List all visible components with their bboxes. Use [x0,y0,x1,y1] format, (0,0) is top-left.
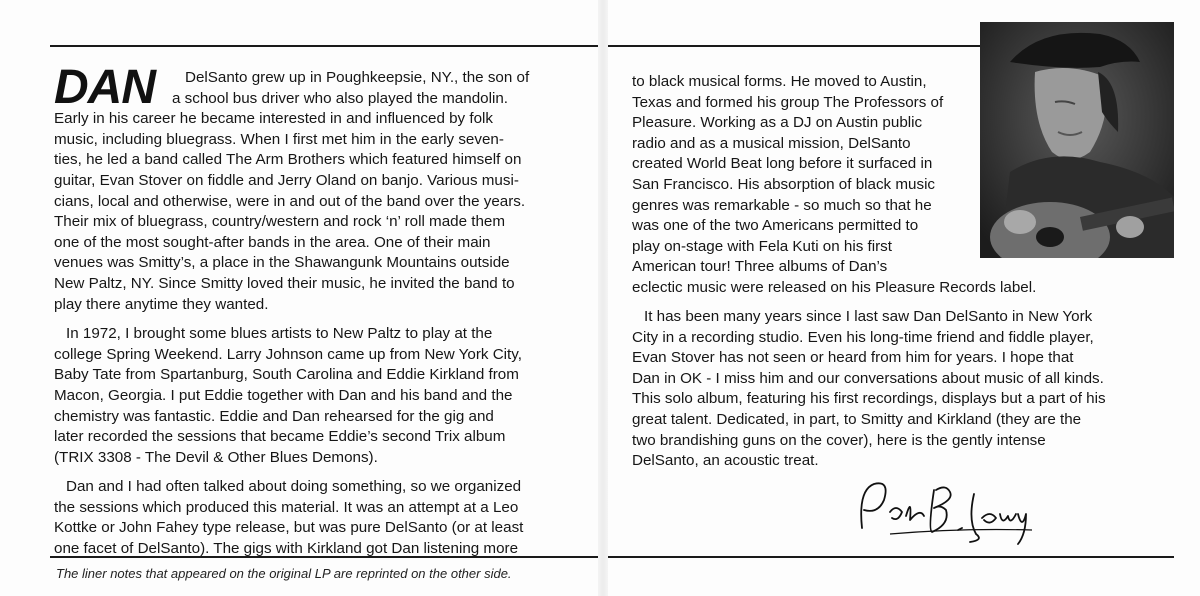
page-fold [598,0,608,596]
guitarist-photo-icon [980,22,1174,258]
text-line: later recorded the sessions that became Eddie’s second Trix album [54,428,506,446]
text-line: created World Beat long before it surfaced in [632,155,933,173]
text-line: ties, he led a band called The Arm Brothers which featured himself on [54,151,522,169]
right-column-narrow [632,72,952,278]
text-line: New Paltz, NY. Since Smitty loved their music, he invited the band to [54,274,515,292]
footnote: The liner notes that appeared on the original LP are reprinted on the other side. [56,566,512,581]
text-line: radio and as a musical mission, DelSanto [632,134,911,152]
text-line: two brandishing guns on the cover), here is the gently intense [632,431,1046,449]
text-line: Texas and formed his group The Professors of [632,93,944,111]
text-line: It has been many years since I last saw Dan DelSanto in New York [644,308,1093,325]
text-line: (TRIX 3308 - The Devil & Other Blues Demons). [54,448,378,466]
text-line: venues was Smitty’s, a place in the Shawangunk Mountains outside [54,254,510,272]
text-line: Dan in OK - I miss him and our conversations about music of all kinds. [632,369,1104,387]
top-rule-right [608,45,980,47]
text-line: This solo album, featuring his first recordings, displays but a part of his [632,390,1106,408]
text-line: Dan and I had often talked about doing something, so we organized [66,478,522,496]
guitarist-photo [980,22,1174,258]
text-line: eclectic music were released on his Pleasure Records label. [632,279,1037,296]
text-line: American tour! Three albums of Dan’s [632,258,888,276]
text-line: In 1972, I brought some blues artists to New Paltz to play at the [66,325,493,343]
text-line: Evan Stover has not seen or heard from him for years. I hope that [632,349,1074,367]
text-line: was one of the two Americans permitted to [632,217,919,235]
text-line: to black musical forms. He moved to Austin, [632,73,927,90]
text-line: college Spring Weekend. Larry Johnson came up from New York City, [54,345,522,363]
signature [850,470,1040,550]
paragraph-2 [54,324,579,468]
text-line: San Francisco. His absorption of black music [632,175,936,193]
text-line: a school bus driver who also played the mandolin. [172,89,509,107]
text-line: DelSanto, an acoustic treat. [632,452,819,470]
text-line: genres was remarkable - so much so that he [632,196,932,214]
text-line: music, including bluegrass. When I first met him in the early seven- [54,130,504,148]
text-line: play there anytime they wanted. [54,295,269,313]
text-line: cians, local and otherwise, were in and out of the band over the years. [54,192,526,210]
text-line: Kottke or John Fahey type release, but was pure DelSanto (or at least [54,519,524,537]
paragraph-1 [54,61,579,315]
text-line: one of the most sought-after bands in the area. One of their main [54,233,491,251]
text-line: DelSanto grew up in Poughkeepsie, NY., the son of [185,69,530,86]
text-line: one facet of DelSanto). The gigs with Kirkland got Dan listening more [54,540,519,558]
text-line: Macon, Georgia. I put Eddie together with Dan and his band and the [54,386,513,404]
text-line: Their mix of bluegrass, country/western and rock ‘n’ roll made them [54,213,506,231]
text-line: guitar, Evan Stover on fiddle and Jerry Oland on banjo. Various musi- [54,171,519,189]
text-line: City in a recording studio. Even his long-time friend and fiddle player, [632,328,1094,346]
text-line: the sessions which produced this material. It was an attempt at a Leo [54,498,519,516]
right-column-wide-line [632,278,1172,299]
left-column [54,61,579,560]
bottom-rule-right [608,556,1174,558]
right-column-paragraph-2 [632,307,1172,472]
text-line: chemistry was fantastic. Eddie and Dan rehearsed for the gig and [54,407,494,425]
text-line: Baby Tate from Spartanburg, South Carolina and Eddie Kirkland from [54,366,519,384]
paragraph-3 [54,477,579,559]
text-line: play on-stage with Fela Kuti on his first [632,237,892,255]
top-rule-left [50,45,598,47]
drop-cap: DAN [54,61,155,114]
text-line: great talent. Dedicated, in part, to Smitty and Kirkland (they are the [632,410,1082,428]
text-line: Pleasure. Working as a DJ on Austin public [632,114,923,132]
text-line: Early in his career he became interested in and influenced by folk [54,110,493,128]
